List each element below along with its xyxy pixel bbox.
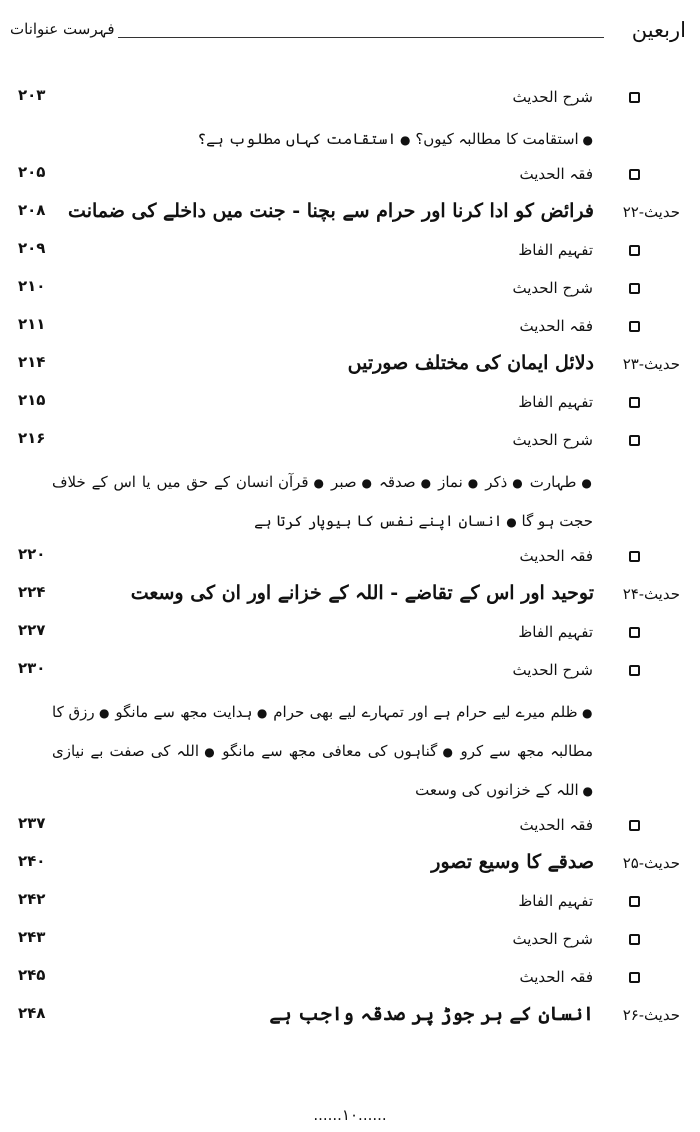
- hadith-number: حدیث-۲۵: [622, 854, 680, 872]
- header-rule: [118, 37, 604, 38]
- page-ref: ۲۴۲: [18, 890, 46, 908]
- page-number: ......۱۰......: [313, 1106, 387, 1124]
- bullet-topic: ● صبر: [331, 473, 373, 491]
- bullet-topic: ● ظلم میرے لیے حرام ہے اور تمہارے لیے بھی حرام: [273, 703, 593, 721]
- page-ref: ۲۰۳: [18, 86, 46, 104]
- hadith-number: حدیث-۲۳: [622, 355, 680, 373]
- hadith-entry[interactable]: [0, 848, 700, 886]
- subsection-label: شرح الحدیث: [512, 930, 593, 948]
- page-ref: ۲۱۱: [18, 315, 46, 333]
- checkbox-bullet-icon: [629, 896, 640, 907]
- bullet-topic: ● نماز: [438, 473, 479, 491]
- checkbox-bullet-icon: [629, 283, 640, 294]
- bullet-topic: ● گناہوں کی معافی مجھ سے مانگو: [222, 742, 454, 760]
- subsection-label: تفہیم الفاظ: [518, 623, 593, 641]
- subsection-label: شرح الحدیث: [512, 431, 593, 449]
- hadith-title: دلائل ایمان کی مختلف صورتیں: [347, 352, 594, 374]
- checkbox-bullet-icon: [629, 551, 640, 562]
- bullet-topic: ● اللہ کے خزانوں کی وسعت: [415, 781, 593, 799]
- section-title: فہرست عنوانات: [10, 20, 115, 38]
- subsection-label: تفہیم الفاظ: [518, 241, 593, 259]
- checkbox-bullet-icon: [629, 397, 640, 408]
- page-ref: ۲۰۵: [18, 163, 46, 181]
- subsection-entry[interactable]: [0, 655, 700, 693]
- hadith-number: حدیث-۲۲: [622, 203, 680, 221]
- checkbox-bullet-icon: [629, 92, 640, 103]
- subsection-label: شرح الحدیث: [512, 88, 593, 106]
- bullet-topic: ● ذکر: [485, 473, 524, 491]
- page-ref: ۲۴۰: [18, 852, 46, 870]
- bullet-topic: ● ہدایت مجھ سے مانگو: [115, 703, 268, 721]
- page-ref: ۲۲۰: [18, 545, 46, 563]
- subsection-label: فقہ الحدیث: [519, 968, 593, 986]
- subsection-label: تفہیم الفاظ: [518, 393, 593, 411]
- bullet-topic: ● استقامت کہاں مطلوب ہے؟: [197, 130, 410, 148]
- hadith-title: فرائض کو ادا کرنا اور حرام سے بچنا - جنت میں داخلے کی ضمانت: [68, 200, 594, 222]
- subsection-entry[interactable]: [0, 387, 700, 425]
- page-ref: ۲۴۵: [18, 966, 46, 984]
- hadith-number: حدیث-۲۴: [622, 585, 680, 603]
- subsection-label: شرح الحدیث: [512, 279, 593, 297]
- subsection-label: تفہیم الفاظ: [518, 892, 593, 910]
- bullet-topic: ● اللہ کی صفت بے نیازی: [52, 742, 216, 760]
- page-ref: ۲۴۳: [18, 928, 46, 946]
- page-ref: ۲۱۵: [18, 391, 46, 409]
- running-header: [6, 12, 694, 52]
- page-ref: ۲۰۹: [18, 239, 46, 257]
- hadith-entry[interactable]: [0, 197, 700, 235]
- subsection-entry[interactable]: [0, 82, 700, 120]
- page-ref: ۲۲۴: [18, 583, 46, 601]
- hadith-title: صدقے کا وسیع تصور: [431, 851, 594, 873]
- checkbox-bullet-icon: [629, 934, 640, 945]
- subsection-label: شرح الحدیث: [512, 661, 593, 679]
- subsection-label: فقہ الحدیث: [519, 317, 593, 335]
- page-ref: ۲۱۴: [18, 353, 46, 371]
- bullet-topic: ● صدقہ: [379, 473, 432, 491]
- page-ref: ۲۳۰: [18, 659, 46, 677]
- page-ref: ۲۰۸: [18, 201, 46, 219]
- hadith-entry[interactable]: [0, 349, 700, 387]
- bullet-topic: ● قرآن انسان کے حق میں یا اس کے خلاف حجت ہو گا: [52, 473, 593, 530]
- checkbox-bullet-icon: [629, 169, 640, 180]
- page-ref: ۲۱۶: [18, 429, 46, 447]
- subsection-entry[interactable]: [0, 962, 700, 1000]
- subsection-entry[interactable]: [0, 810, 700, 848]
- subsection-entry[interactable]: [0, 425, 700, 463]
- book-title: اربعین: [631, 18, 686, 42]
- hadith-entry[interactable]: [0, 1000, 700, 1038]
- checkbox-bullet-icon: [629, 820, 640, 831]
- bullet-topic: ● طہارت: [530, 473, 593, 491]
- bullet-topics: [0, 463, 700, 541]
- page-ref: ۲۲۷: [18, 621, 46, 639]
- subsection-entry[interactable]: [0, 235, 700, 273]
- bullet-topics: [0, 693, 700, 810]
- checkbox-bullet-icon: [629, 321, 640, 332]
- bullet-topics: [0, 120, 700, 159]
- page-ref: ۲۱۰: [18, 277, 46, 295]
- bullet-topic: ● استقامت کا مطالبہ کیوں؟: [415, 130, 593, 148]
- subsection-label: فقہ الحدیث: [519, 165, 593, 183]
- table-of-contents: [0, 82, 700, 1038]
- checkbox-bullet-icon: [629, 245, 640, 256]
- subsection-entry[interactable]: [0, 924, 700, 962]
- subsection-entry[interactable]: [0, 541, 700, 579]
- checkbox-bullet-icon: [629, 627, 640, 638]
- checkbox-bullet-icon: [629, 665, 640, 676]
- subsection-label: فقہ الحدیث: [519, 547, 593, 565]
- hadith-entry[interactable]: [0, 579, 700, 617]
- checkbox-bullet-icon: [629, 972, 640, 983]
- subsection-entry[interactable]: [0, 273, 700, 311]
- hadith-title: توحید اور اس کے تقاضے - اللہ کے خزانے اور ان کی وسعت: [130, 582, 594, 604]
- checkbox-bullet-icon: [629, 435, 640, 446]
- subsection-entry[interactable]: [0, 311, 700, 349]
- hadith-number: حدیث-۲۶: [622, 1006, 680, 1024]
- subsection-entry[interactable]: [0, 159, 700, 197]
- subsection-entry[interactable]: [0, 617, 700, 655]
- subsection-label: فقہ الحدیث: [519, 816, 593, 834]
- page-ref: ۲۴۸: [18, 1004, 46, 1022]
- hadith-title: انسان کے ہر جوڑ پر صدقہ واجب ہے: [269, 1003, 594, 1025]
- bullet-topic: ● رزق کا مطالبہ مجھ سے کرو: [52, 703, 593, 760]
- subsection-entry[interactable]: [0, 886, 700, 924]
- bullet-topic: ● انسان اپنے نفس کا بیوپار کرتا ہے: [254, 512, 517, 530]
- page-ref: ۲۳۷: [18, 814, 46, 832]
